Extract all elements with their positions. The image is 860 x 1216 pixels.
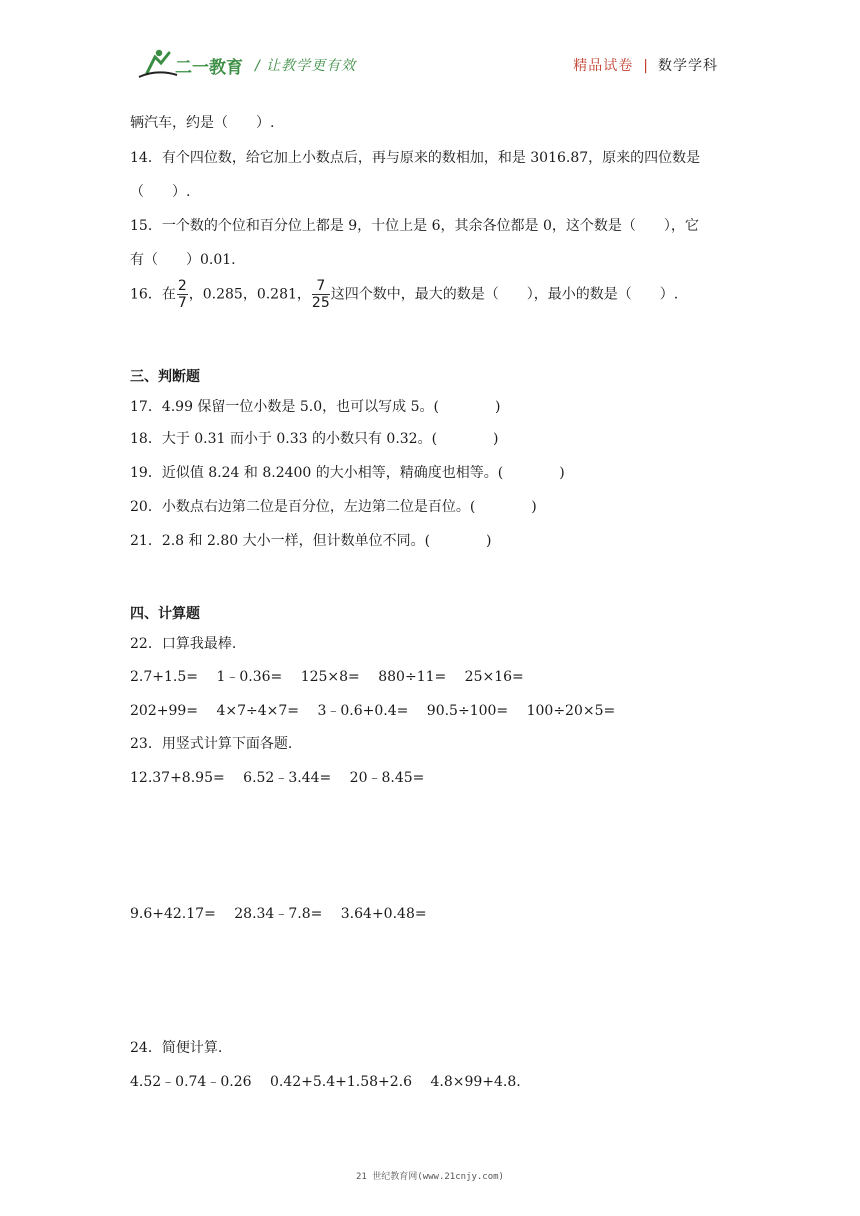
header-right bbox=[573, 55, 718, 75]
q24-row1: 4.52﹣0.74﹣0.26 0.42+5.4+1.58+2.6 4.8×99+4.8. bbox=[130, 1074, 521, 1090]
logo-text: 二一教育 bbox=[175, 58, 243, 78]
q23-title: 23．用竖式计算下面各题. bbox=[130, 736, 293, 752]
q16-suffix: 这四个数中，最大的数是（ ），最小的数是（ ）. bbox=[330, 286, 679, 303]
q16-prefix: 16．在 bbox=[130, 286, 176, 303]
header-separator: | bbox=[643, 58, 648, 74]
q22-row2: 202+99= 4×7÷4×7= 3﹣0.6+0.4= 90.5÷100= 100÷20×5= bbox=[130, 703, 616, 719]
q23-row2: 9.6+42.17= 28.34﹣7.8= 3.64+0.48= bbox=[130, 906, 427, 922]
fraction-7-25 bbox=[312, 278, 330, 311]
q19: 19．近似值 8.24 和 8.2400 的大小相等，精确度也相等。( ) bbox=[130, 465, 565, 481]
q18: 18．大于 0.31 而小于 0.33 的小数只有 0.32。( ) bbox=[130, 431, 499, 447]
q14-line1: 14．有个四位数，给它加上小数点后，再与原来的数相加，和是 3016.87，原来的四位数是 bbox=[130, 150, 701, 166]
q22-title: 22．口算我最棒. bbox=[130, 636, 237, 652]
q20: 20．小数点右边第二位是百分位，左边第二位是百位。( ) bbox=[130, 499, 537, 515]
fraction-denominator: 25 bbox=[311, 295, 330, 311]
q16-middle: ，0.285，0.281， bbox=[188, 286, 311, 303]
q24-title: 24．简便计算. bbox=[130, 1040, 223, 1056]
fraction-2-7 bbox=[177, 278, 188, 311]
section-judgement-heading: 三、判断题 bbox=[130, 369, 200, 385]
q17: 17．4.99 保留一位小数是 5.0，也可以写成 5。( ) bbox=[130, 399, 501, 415]
q16 bbox=[130, 278, 678, 311]
q23-row1: 12.37+8.95= 6.52﹣3.44= 20﹣8.45= bbox=[130, 770, 425, 786]
q21: 21．2.8 和 2.80 大小一样，但计数单位不同。( ) bbox=[130, 533, 492, 549]
q15-line1: 15．一个数的个位和百分位上都是 9，十位上是 6，其余各位都是 0，这个数是（ ），它 bbox=[130, 218, 699, 234]
page-header bbox=[0, 0, 860, 90]
subject-label: 数学学科 bbox=[658, 58, 718, 74]
section-calculation-heading: 四、计算题 bbox=[130, 606, 200, 622]
logo bbox=[137, 47, 247, 81]
q13-tail: 辆汽车，约是（ ）. bbox=[130, 115, 275, 131]
runner-logo-icon bbox=[137, 47, 247, 81]
page-footer: 21 世纪教育网(www.21cnjy.com) bbox=[356, 1172, 504, 1182]
fraction-numerator: 7 bbox=[312, 278, 330, 295]
brand-label: 精品试卷 bbox=[573, 58, 634, 74]
q15-line2: 有（ ）0.01. bbox=[130, 252, 236, 268]
q22-row1: 2.7+1.5= 1﹣0.36= 125×8= 880÷11= 25×16= bbox=[130, 669, 524, 685]
fraction-numerator: 2 bbox=[177, 278, 187, 294]
q14-line2: （ ）. bbox=[130, 184, 191, 200]
slogan: / 让教学更有效 bbox=[255, 58, 357, 74]
fraction-denominator: 7 bbox=[177, 295, 187, 311]
